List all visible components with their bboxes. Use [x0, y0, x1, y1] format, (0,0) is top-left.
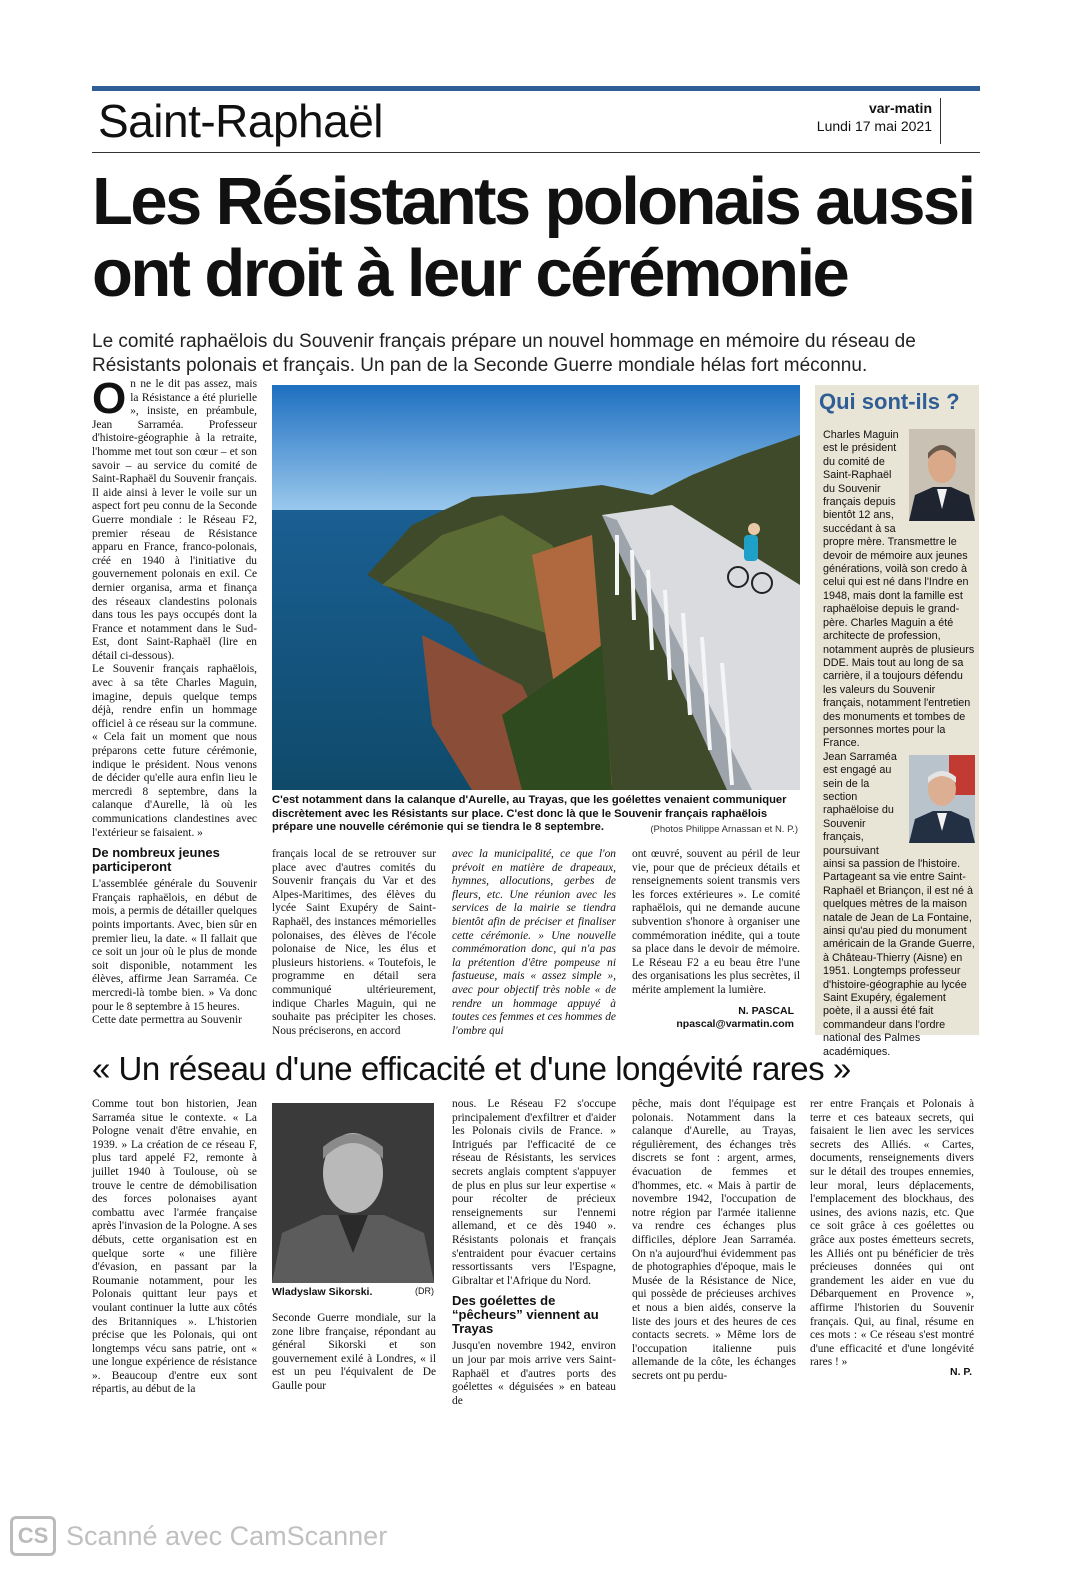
top-rule: [92, 86, 980, 91]
camscanner-text: Scanné avec CamScanner: [66, 1520, 388, 1551]
section-title: Saint-Raphaël: [98, 95, 384, 147]
second-column-1: [92, 1098, 257, 1397]
paragraph: L'assemblée générale du Souvenir Français raphaëlois, en début de mois, a permis de détailler quelques points importants. Avec, bien sûr en premier lieu, la date. « Il fallait que ce soit un jour où le plus de monde soit disponible, notamment les élèves, affirme Jean Sarraméa. Ce mercredi-là tombe bien. » Va donc pour le 8 septembre à 15 heures.: [92, 878, 257, 1013]
sidebar-title: Qui sont-ils ?: [819, 389, 960, 414]
second-column-4: [632, 1098, 796, 1383]
portrait-photo: [909, 755, 975, 843]
portrait-jean-sarramea: [909, 755, 975, 847]
article-column-4: [632, 848, 800, 998]
article-column-2: [272, 848, 436, 1038]
paragraph: Jusqu'en novembre 1942, environ un jour par mois arrive vers Saint-Raphaël et d'autres ports des goélettes « déguisées » en bateau de: [452, 1340, 616, 1407]
paragraph: Cette date permettra au Souvenir: [92, 1014, 242, 1027]
paragraph: nous. Le Réseau F2 s'occupe principalement d'exfiltrer et d'aider les Polonais civils de France. » Intrigués par l'efficacité de ce réseau de Résistants, les services secrets anglais comptent s'appuyer de plus en plus sur leur expertise « pour récolter de précieux renseignements sur l'ennemi allemand, et ce dès 1940 ». Résistants polonais et français s'entraident pour évacuer certains ressortissants vers l'Espagne, Gibraltar et l'Afrique du Nord.: [452, 1098, 616, 1287]
issue-date: Lundi 17 mai 2021: [816, 118, 932, 134]
portrait-photo: [909, 429, 975, 521]
photo-credit: (Photos Philippe Arnassan et N. P.): [650, 824, 798, 835]
author-email[interactable]: npascal@varmatin.com: [676, 1018, 794, 1030]
paragraph: rer entre Français et Polonais à terre et ces bateaux secrets, qui faisaient le lien avec les services secrets des Alliés. « Cartes, documents, renseignements divers sur le détail des troupes ennemies, leur moral, leurs déplacements, l'emplacement des blockhaus, des usines, des avions nazis, etc. Que ce soit grâce à ces goélettes ou grâce aux postes émetteurs secrets, les Alliés ont pu bénéficier de très précieuses données qui ont grandement les aider en vue du Débarquement en Provence », affirme l'historien du Souvenir français. Qui, au final, résume en ces mots : « Ce réseau s'est montré d'une efficacité et d'une longévité rares ! »: [810, 1098, 974, 1369]
intertitle: De nombreux jeunes participeront: [92, 845, 220, 875]
paragraph: ont œuvré, souvent au péril de leur vie, pour que de précieux détails et renseignements soient transmis vers les forces extérieures ». Le comité raphaëlois, qui ne demande aucune subvention s'honore à organiser une commémoration inédite, qui a toute sa place dans le devoir de mémoire. Le Réseau F2 a eu beau être l'une des organisations les plus secrètes, il mérite amplement la lumière.: [632, 848, 800, 996]
second-headline: « Un réseau d'une efficacité et d'une longévité rares »: [92, 1050, 851, 1087]
sikorski-caption: [272, 1286, 434, 1298]
intertitle: Des goélettes de “pêcheurs” viennent au Trayas: [452, 1293, 599, 1337]
author-name: N. PASCAL: [738, 1005, 794, 1017]
bio-charles-maguin: Charles Maguin est le président du comité de Saint-Raphaël du Souvenir français depuis bientôt 12 ans, succédant à sa propre mère. Transmettre le devoir de mémoire aux jeunes générations, voilà son credo à celui qui est né dans l'Indre en 1948, mais dont la famille est raphaëloise depuis le grand-père. Charles Maguin a été architecte de profession, notamment auprès de plusieurs DDE. Mais tout au long de sa carrière, il a toujours défendu les valeurs du Souvenir français, notamment l'entretien des monuments et tombes de personnes mortes pour la France.: [823, 429, 975, 750]
calanque-photo: [272, 385, 800, 790]
article-column-1: [92, 374, 257, 1028]
header-rule: [92, 152, 980, 153]
paragraph: avec la municipalité, ce que l'on prévoit en matière de drapeaux, hymnes, allocutions, gerbes de fleurs, etc. Une réunion avec les services de la mairie se tiendra bientôt afin de préciser et finaliser cette cérémonie. » Une nouvelle commémoration donc, qui n'a pas la prétention d'être pompeuse ni fastueuse, mais « assez simple », avec pour objectif très noble « de rendre un hommage appuyé à toutes ces femmes et ces hommes de l'ombre qui: [452, 848, 616, 1037]
article-column-3: [452, 848, 616, 1038]
second-column-2: [272, 1312, 436, 1394]
paragraph: pêche, mais dont l'équipage est polonais. Notamment dans la calanque d'Aurelle, au Trayas, régulièrement, des échanges très discrets se font : argent, armes, évacuation de femmes et d'hommes, etc. « Mais à partir de novembre 1942, l'occupation de notre région par l'armée italienne va rendre ces échanges plus difficiles, déplore Jean Sarraméa. On n'a aujourd'hui évidemment pas de photographies d'époque, mais le Musée de la Résistance de Nice, qui possède de précieuses archives et nous a bien aidés, conserve la liste des jours et des heures de ces contacts secrets. » Même lors de l'occupation italienne puis allemande de la côte, les échanges secrets ont pu perdu-: [632, 1098, 796, 1382]
who-are-they-box: [815, 385, 979, 1058]
portrait-charles-maguin: [909, 429, 975, 525]
sikorski-credit: (DR): [415, 1286, 434, 1296]
headline: Les Résistants polonais aussi ont droit à leur cérémonie: [92, 164, 974, 311]
drop-cap: O: [92, 374, 127, 423]
byline: [676, 1005, 794, 1031]
paragraph: Le Souvenir français raphaëlois, avec à sa tête Charles Maguin, imagine, depuis quelque temps déjà, rendre enfin un hommage officiel à ce réseau sur la commune. « Cela fait un moment que nous préparons cette future cérémonie, indique le président. Nous venons de décider qu'elle aura enfin lieu le mercredi 8 septembre, dans la calanque d'Aurelle, là où les communications clandestines avec l'extérieur se faisaient. »: [92, 663, 257, 839]
sikorski-photo: [272, 1103, 434, 1283]
paragraph: n ne le dit pas assez, mais la Résistance a été plurielle », insiste, en préambule, Jean Sarraméa. Professeur d'histoire-géographie à la retraite, l'homme met tout son cœur – et son savoir – au service du comité de Saint-Raphaël du Souvenir français. Il aide ainsi à lever le voile sur un aspect fort peu connu de la Seconde Guerre mondiale : le Réseau F2, premier réseau de Résistance apparu en France, franco-polonais, créé en 1940 à l'initiative du gouvernement polonais en exil. Ce dernier organisa, arma et finança des réseaux clandestins polonais dans tous les pays occupés dont la France et notamment dans le Sud-Est, dont Saint-Raphaël (lire en détail ci-dessous).: [92, 378, 257, 662]
paragraph: français local de se retrouver sur place avec d'autres comités du Souvenir français du Var et des Alpes-Maritimes, des élèves du lycée Saint Exupéry de Saint-Raphaël, des instances mémorielles polonaises, des élèves de l'école polonaise de Nice, les élus et plusieurs historiens. « Toutefois, le programme en détail sera communiqué ultérieurement, indique Charles Maguin, qui ne souhaite pas précipiter les choses. Nous préciserons, en accord: [272, 848, 436, 1037]
paragraph: Seconde Guerre mondiale, sur la zone libre française, répondant au général Sikorski et son gouvernement exilé à Londres, « il est un peu l'équivalent de De Gaulle pour: [272, 1312, 436, 1392]
sidebar-text: [823, 429, 975, 1059]
paragraph: Comme tout bon historien, Jean Sarraméa situe le contexte. « La Pologne venait d'être envahie, en 1939. » La création de ce réseau F, plus tard appelé F2, remonte à juillet 1940 à Toulouse, où se trouve le centre de démobilisation des forces polonaises ayant combattu avec l'armée française après l'invasion de la Pologne. A ses débuts, cette organisation est en quelque sorte « une filière d'évasion, en passant par la Roumanie notamment, pour les Polonais quittant leur pays et voulant continuer la lutte aux côtés des Britanniques ». L'historien précise que les Polonais, qui ont longtemps vécu sans patrie, ont « une longue expérience de résistance ». Beaucoup d'entre eux sont répartis, au début de la: [92, 1098, 257, 1396]
second-column-5: [810, 1098, 974, 1370]
masthead: [817, 100, 932, 134]
bio-jean-sarramea: Jean Sarraméa est engagé au sein de la section raphaëloise du Souvenir français, poursuivant ainsi sa passion de l'histoire. Partageant sa vie entre Saint-Raphaël et Briançon, il est né à quelques mètres de la maison natale de Jean de La Fontaine, ainsi qu'au pied du monument américain de la Grande Guerre, à Château-Thierry (Aisne) en 1951. Longtemps professeur d'histoire-géographie au lycée Saint Exupéry, également poète, il a aussi été fait commandeur dans l'ordre national des Palmes académiques.: [823, 750, 975, 1058]
sikorski-name: Wladyslaw Sikorski.: [272, 1286, 373, 1298]
bridge-coast-illustration: [272, 385, 800, 790]
lead-paragraph: Le comité raphaëlois du Souvenir français prépare un nouvel hommage en mémoire du réseau de Résistants polonais et français. Un pan de la Seconde Guerre mondiale hélas fort méconnu.: [92, 331, 916, 376]
sikorski-portrait: [272, 1103, 434, 1283]
second-column-3: [452, 1098, 616, 1408]
second-byline: N. P.: [950, 1366, 972, 1378]
camscanner-logo-icon: CS: [10, 1516, 56, 1556]
masthead-divider: [940, 98, 941, 144]
camscanner-watermark: [10, 1516, 387, 1556]
photo-caption: C'est notamment dans la calanque d'Aurelle, au Trayas, que les goélettes venaient communiquer discrètement avec les Résistants sur place. C'est donc là que le Souvenir français raphaëlois prépare une nouvelle cérémonie qui se tiendra le 8 septembre.: [272, 794, 787, 833]
newspaper-name: var-matin: [868, 100, 932, 116]
